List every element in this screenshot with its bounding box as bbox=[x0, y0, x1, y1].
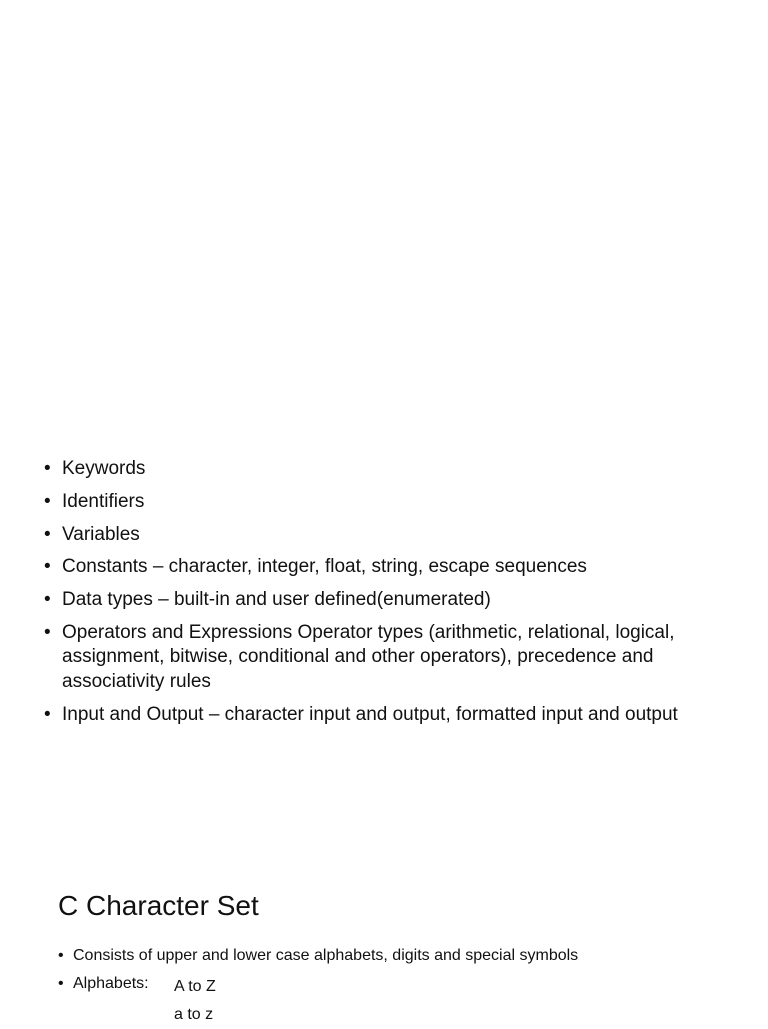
list-item bbox=[44, 490, 724, 515]
topic-input-output: Input and Output – character input and output, formatted input and output bbox=[62, 703, 678, 725]
list-item bbox=[58, 945, 578, 967]
lowercase-range: a to z bbox=[174, 1006, 214, 1023]
uppercase-range: A to Z bbox=[174, 978, 216, 995]
bullet: • bbox=[58, 947, 64, 964]
section-title: C Character Set bbox=[58, 890, 259, 921]
list-item bbox=[44, 703, 724, 728]
topic-constants: Constants – character, integer, float, string, escape sequences bbox=[62, 556, 587, 578]
topic-data-types: Data types – built-in and user defined(enumerated) bbox=[62, 589, 491, 611]
list-item bbox=[44, 457, 724, 482]
list-item bbox=[44, 588, 724, 613]
topic-operators: Operators and Expressions Operator types (arithmetic, relational, logical, assignment, bitwise, conditional and other operators), precedence and associativity rules bbox=[62, 621, 675, 692]
topic-keywords: Keywords bbox=[62, 458, 146, 479]
bullet: • bbox=[44, 621, 51, 643]
bullet: • bbox=[44, 589, 51, 611]
bullet: • bbox=[44, 458, 51, 479]
list-item bbox=[44, 523, 724, 548]
topic-identifiers: Identifiers bbox=[62, 490, 145, 512]
list-item bbox=[58, 973, 578, 995]
bullet: • bbox=[44, 523, 51, 545]
charset-description: Consists of upper and lower case alphabets, digits and special symbols bbox=[73, 947, 579, 964]
charset-list bbox=[58, 945, 578, 1001]
bullet: • bbox=[44, 703, 51, 725]
list-item bbox=[44, 555, 724, 580]
topic-variables: Variables bbox=[62, 523, 140, 545]
topic-list bbox=[44, 457, 724, 736]
bullet: • bbox=[44, 556, 51, 578]
alphabet-values bbox=[174, 973, 216, 1029]
list-item bbox=[44, 621, 724, 695]
bullet: • bbox=[44, 490, 51, 512]
blank-slide-area bbox=[0, 0, 768, 440]
alphabets-label: Alphabets: bbox=[73, 975, 149, 992]
bullet: • bbox=[58, 975, 64, 992]
